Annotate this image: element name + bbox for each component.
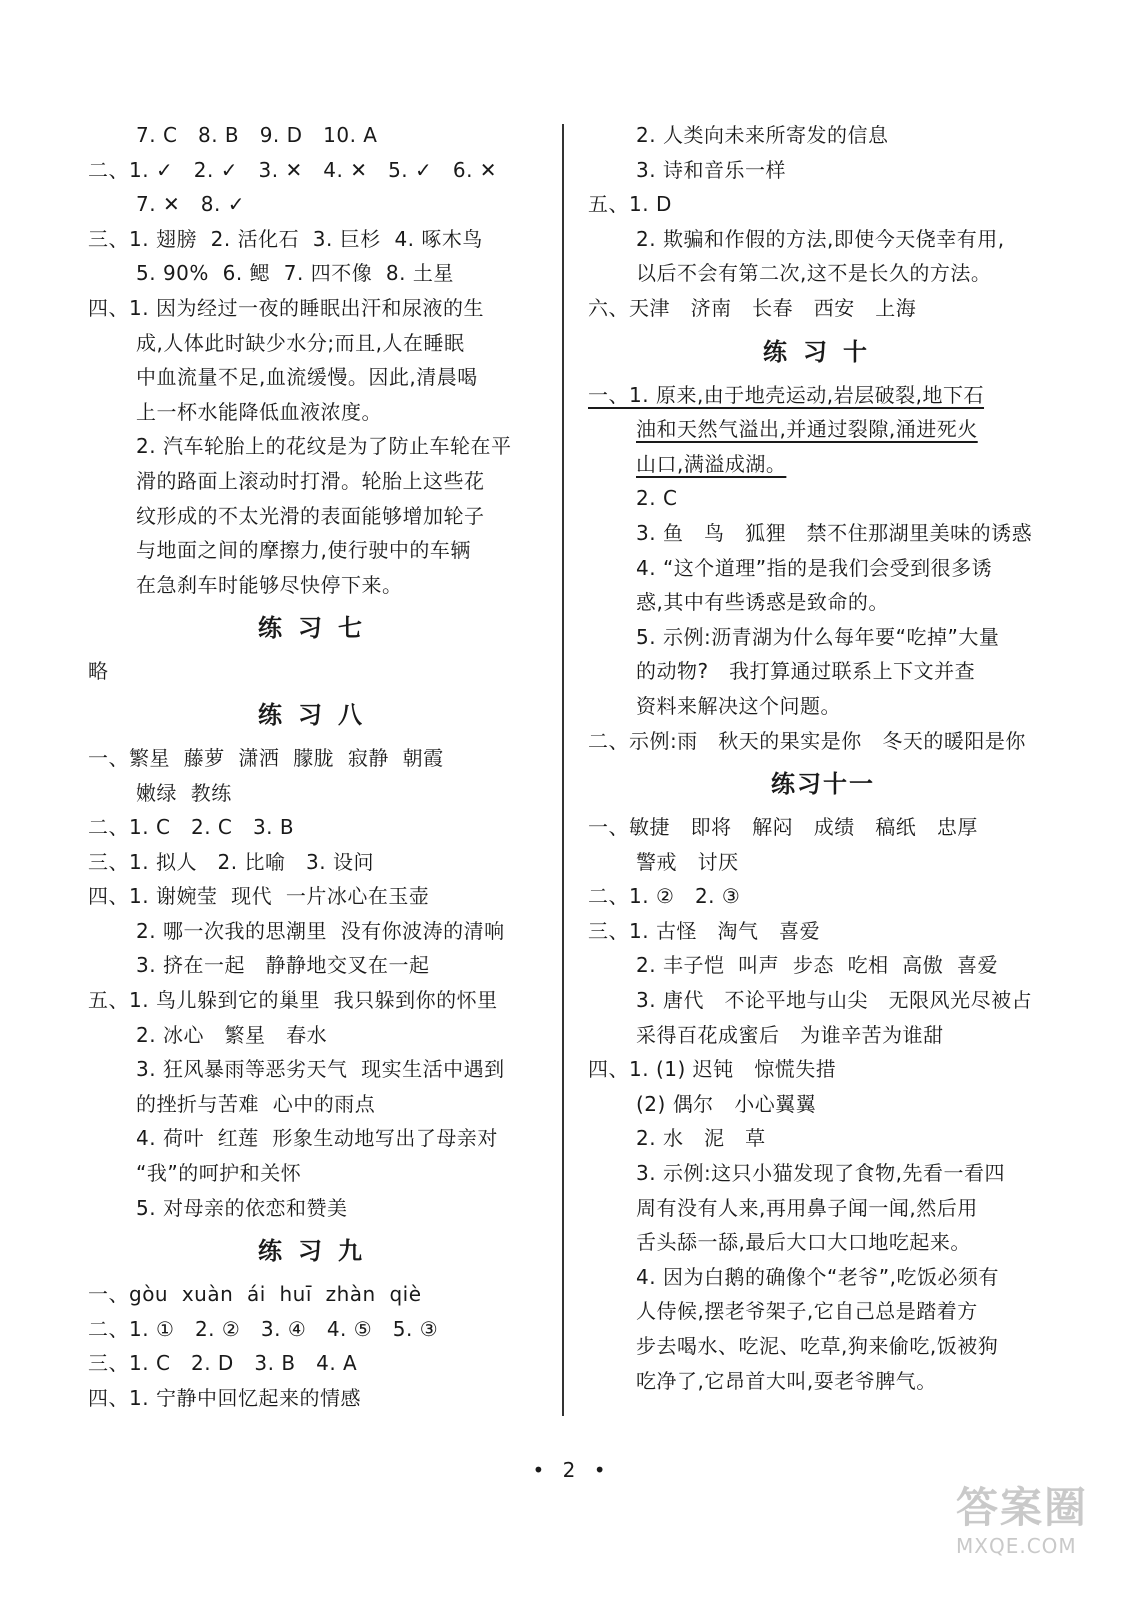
- answer-line: 一、繁星 藤萝 潇洒 朦胧 寂静 朝霞: [88, 745, 444, 770]
- answer-line: 二、1. ① 2. ② 3. ④ 4. ⑤ 5. ③: [88, 1316, 439, 1341]
- answer-line: 四、1. 因为经过一夜的睡眠出汗和尿液的生: [88, 295, 484, 320]
- answer-line: 纹形成的不太光滑的表面能够增加轮子: [136, 503, 485, 528]
- section-title: 练习八: [258, 700, 378, 729]
- answer-line: 二、1. ② 2. ③: [588, 884, 741, 909]
- answer-line: 油和天然气溢出,并通过裂隙,涌进死火: [636, 417, 978, 442]
- answer-line: 二、1. C 2. C 3. B: [88, 815, 295, 840]
- answer-line: 在急刹车时能够尽快停下来。: [136, 572, 403, 597]
- answer-line: 2. C: [636, 486, 678, 511]
- answer-line: 周有没有人来,再用鼻子闻一闻,然后用: [636, 1195, 978, 1220]
- answer-line: 2. 哪一次我的思潮里 没有你波涛的清响: [136, 918, 505, 943]
- answer-line: 4. “这个道理”指的是我们会受到很多诱: [636, 555, 993, 580]
- answer-line: 成,人体此时缺少水分;而且,人在睡眠: [136, 330, 465, 355]
- answer-line: 三、1. C 2. D 3. B 4. A: [88, 1351, 358, 1376]
- answer-line: 一、1. 原来,由于地壳运动,岩层破裂,地下石: [588, 382, 985, 407]
- answer-line: 中血流量不足,血流缓慢。因此,清晨喝: [136, 365, 478, 390]
- section-title: 练习七: [258, 614, 378, 643]
- answer-line: 上一杯水能降低血液浓度。: [136, 399, 382, 424]
- answer-line: 2. 人类向未来所寄发的信息: [636, 123, 889, 147]
- answer-line: (2) 偶尔 小心翼翼: [636, 1091, 817, 1116]
- answer-line: 4. 因为白鹅的确像个“老爷”,吃饭必须有: [636, 1264, 1000, 1289]
- answer-line: 滑的路面上滚动时打滑。轮胎上这些花: [136, 468, 485, 493]
- answer-line: 4. 荷叶 红莲 形象生动地写出了母亲对: [136, 1126, 498, 1151]
- answer-line: 7. ✕ 8. ✓: [136, 192, 245, 217]
- answer-line: 3. 唐代 不论平地与山尖 无限风光尽被占: [636, 988, 1033, 1013]
- answer-line: 三、1. 翅膀 2. 活化石 3. 巨杉 4. 啄木鸟: [88, 226, 483, 251]
- answer-line: 3. 鱼 鸟 狐狸 禁不住那湖里美味的诱惑: [636, 520, 1033, 545]
- answer-line: 2. 丰子恺 叫声 步态 吃相 高傲 喜爱: [636, 953, 999, 978]
- answer-line: 2. 冰心 繁星 春水: [136, 1022, 328, 1047]
- answer-line: 的动物? 我打算通过联系上下文并查: [636, 659, 976, 684]
- answer-line: 警戒 讨厌: [636, 849, 739, 874]
- answer-line: 四、1. (1) 迟钝 惊慌失措: [588, 1057, 837, 1082]
- section-title: 练习十一: [771, 770, 875, 799]
- answer-line: “我”的呵护和关怀: [136, 1161, 302, 1186]
- section-title: 练习九: [258, 1237, 378, 1266]
- answer-line: 舌头舔一舔,最后大口大口地吃起来。: [636, 1230, 971, 1255]
- page-number: • 2 •: [532, 1458, 612, 1482]
- answer-line: 3. 诗和音乐一样: [636, 157, 786, 182]
- answer-line: 步去喝水、吃泥、吃草,狗来偷吃,饭被狗: [636, 1334, 999, 1358]
- answer-line: 二、示例:雨 秋天的果实是你 冬天的暖阳是你: [588, 728, 1026, 753]
- answer-line: 5. 示例:沥青湖为什么每年要“吃掉”大量: [636, 624, 1000, 649]
- answer-line: 3. 示例:这只小猫发现了食物,先看一看四: [636, 1161, 1006, 1186]
- answer-line: 7. C 8. B 9. D 10. A: [136, 123, 378, 147]
- watermark-url: MXQE.COM: [956, 1534, 1077, 1558]
- answer-line: 的挫折与苦难 心中的雨点: [136, 1091, 376, 1116]
- watermark-text: 答案圈: [956, 1483, 1089, 1532]
- answer-line: 三、1. 拟人 2. 比喻 3. 设问: [88, 849, 374, 874]
- answer-line: 2. 汽车轮胎上的花纹是为了防止车轮在平: [136, 434, 512, 459]
- answer-line: 3. 狂风暴雨等恶劣天气 现实生活中遇到: [136, 1057, 505, 1082]
- answer-line: 3. 挤在一起 静静地交叉在一起: [136, 953, 430, 978]
- answer-line: 五、1. D: [588, 192, 672, 217]
- watermark-logo: [956, 1482, 1116, 1572]
- answer-line: 嫩绿 教练: [136, 780, 232, 805]
- answer-line: 资料来解决这个问题。: [636, 693, 841, 718]
- answer-line: 2. 欺骗和作假的方法,即使今天侥幸有用,: [636, 226, 1005, 251]
- section-title: 练习十: [763, 337, 883, 366]
- answer-line: 5. 90% 6. 鳃 7. 四不像 8. 土星: [136, 261, 454, 286]
- answer-line: 以后不会有第二次,这不是长久的方法。: [636, 261, 992, 286]
- answer-line: 二、1. ✓ 2. ✓ 3. ✕ 4. ✕ 5. ✓ 6. ✕: [88, 157, 498, 182]
- answer-line: 2. 水 泥 草: [636, 1126, 766, 1151]
- answer-line: 四、1. 宁静中回忆起来的情感: [88, 1386, 361, 1410]
- answer-line: 山口,满溢成湖。: [636, 451, 787, 476]
- answer-line: 五、1. 鸟儿躲到它的巢里 我只躲到你的怀里: [88, 988, 498, 1013]
- answer-line: 吃净了,它昂首大叫,耍老爷脾气。: [636, 1368, 937, 1393]
- answer-line: 一、敏捷 即将 解闷 成绩 稿纸 忠厚: [588, 815, 978, 840]
- answer-line: 六、天津 济南 长春 西安 上海: [588, 295, 917, 320]
- answer-line: 惑,其中有些诱惑是致命的。: [636, 590, 889, 615]
- answer-line: 三、1. 古怪 淘气 喜爱: [588, 918, 821, 943]
- right-column: [588, 118, 1058, 1398]
- column-divider: [562, 124, 564, 1416]
- answer-line: 5. 对母亲的依恋和赞美: [136, 1195, 348, 1220]
- answer-line: 采得百花成蜜后 为谁辛苦为谁甜: [636, 1022, 944, 1047]
- answer-line: 略: [88, 659, 109, 684]
- left-column: [88, 118, 548, 1416]
- answer-line: 四、1. 谢婉莹 现代 一片冰心在玉壶: [88, 884, 430, 909]
- answer-line: 一、gòu xuàn ái huī zhàn qiè: [88, 1282, 422, 1307]
- answer-line: 人侍候,摆老爷架子,它自己总是踏着方: [636, 1299, 978, 1324]
- answer-line: 与地面之间的摩擦力,使行驶中的车辆: [136, 538, 471, 563]
